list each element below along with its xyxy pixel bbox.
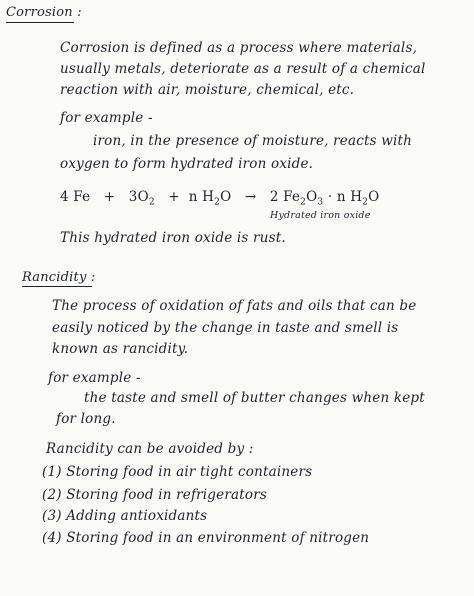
rancidity-avoid-intro: Rancidity can be avoided by : [46, 441, 254, 457]
eq-iron: 4 Fe [60, 189, 91, 205]
corrosion-definition-line: reaction with air, moisture, chemical, etc. [60, 82, 355, 98]
avoid-method-item: (4) Storing food in an environment of nitrogen [42, 530, 370, 546]
rancidity-definition-line: known as rancidity. [52, 341, 189, 357]
rancidity-definition-line: easily noticed by the change in taste and smell is [52, 320, 399, 336]
avoid-method-item: (2) Storing food in refrigerators [42, 487, 267, 503]
corrosion-definition-line: Corrosion is defined as a process where materials, [60, 40, 418, 56]
rancidity-example-line: for long. [56, 411, 116, 427]
eq-oxygen: 3O [128, 189, 149, 205]
corrosion-heading-underline [6, 22, 74, 23]
eq-plus: + [168, 189, 180, 205]
eq-hydrated-iron-oxide: 2 Fe [269, 189, 301, 205]
equation-caption: Hydrated iron oxide [270, 210, 371, 221]
corrosion-conclusion: This hydrated iron oxide is rust. [60, 230, 286, 246]
corrosion-example-line: iron, in the presence of moisture, reacts with [93, 133, 413, 149]
rancidity-definition-line: The process of oxidation of fats and oils that can be [52, 298, 417, 314]
rancidity-example-line: the taste and smell of butter changes when kept [84, 390, 425, 406]
corrosion-definition-line: usually metals, deteriorate as a result of a chemical [60, 61, 426, 77]
eq-arrow-icon: → [244, 189, 257, 205]
corrosion-example-label: for example - [60, 110, 153, 126]
eq-water: n H [188, 189, 215, 205]
rancidity-heading-underline [22, 286, 92, 287]
rancidity-heading: Rancidity : [22, 270, 96, 285]
avoid-method-item: (3) Adding antioxidants [42, 508, 208, 524]
avoid-method-item: (1) Storing food in air tight containers [42, 464, 313, 480]
corrosion-heading: Corrosion : [6, 5, 82, 20]
eq-plus: + [103, 189, 116, 205]
corrosion-example-line: oxygen to form hydrated iron oxide. [60, 156, 314, 172]
rust-chemical-equation: 4 Fe + $3O_2$ + n $H_2O$ → 2 $Fe_2O_3 \cdot n$ $H_2O$ [60, 189, 380, 208]
rancidity-example-label: for example - [48, 370, 141, 386]
